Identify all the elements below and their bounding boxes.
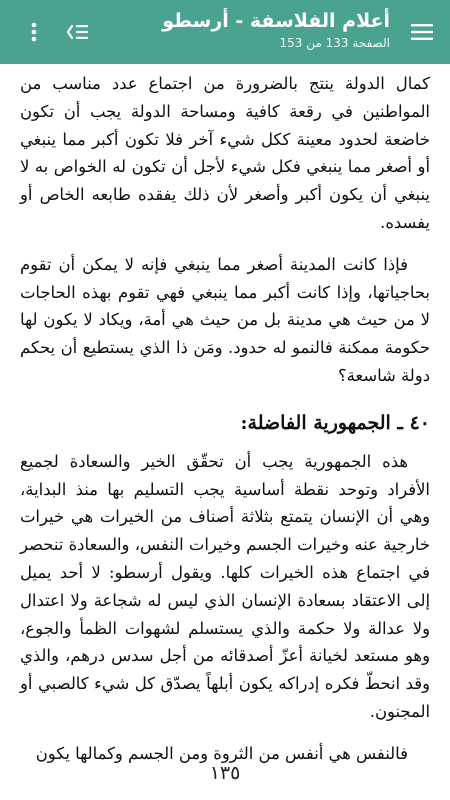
more-vertical-icon <box>31 22 37 42</box>
paragraph-1: كمال الدولة ينتج بالضرورة من اجتماع عدد مناسب من المواطنين في رقعة كافية ومساحة الدولة يجب أن تكون خاضعة لحدود معينة ككل شيء آخر فلا تكون أكبر مما ينبغي أو أصغر مما ينبغي فكل شيء لأجل أن تكون له الخواص به لا ينبغي أن يكون أكبر وأصغر لأن ذلك يفقده طابعه الخاص أو يفسده. <box>20 74 430 232</box>
page-number: ١٣٥ <box>209 762 241 784</box>
paragraph-3: هذه الجمهورية يجب أن تحقّق الخير والسعادة لجميع الأفراد وتوحد نقطة أساسية يجب التسليم بها منذ البداية، وهي أن الإنسان يتمتع بثلاثة أصناف من الخيرات هي خيرات خارجية عنه وخيرات الجسم وخيرات النفس، والسعادة تنحصر في اجتماع هذه الخيرات كلها. ويقول أرسطو: لا أحد يميل إلى الاعتقاد بسعادة الإنسان الذي ليس له شجاعة ولا اعتدال ولا عدالة ولا حكمة والذي يستسلم لشهوات الظمأ والجوع، وهو مستعد لخيانة أعزّ أصدقائه من أجل سدس درهم، والذي وقد انحطّ فكره إدراكه يكون أبلهاً يصدّق كل شيء كالصبي أو المجنون. <box>20 451 430 721</box>
app-bar <box>0 0 450 64</box>
more-options-button[interactable] <box>18 14 50 50</box>
reader-content[interactable] <box>0 64 450 800</box>
paragraph-gap <box>20 726 430 740</box>
app-bar-titles <box>162 8 390 52</box>
book-title: أعلام الفلاسفة - أرسطو <box>162 10 390 32</box>
toc-button[interactable] <box>60 14 96 50</box>
book-page <box>0 64 450 768</box>
paragraph-4: فالنفس هي أنفس من الثروة ومن الجسم وكمالها يكون <box>35 743 408 763</box>
table-of-contents-icon <box>66 23 90 41</box>
menu-button[interactable] <box>402 12 442 52</box>
hamburger-menu-icon <box>411 23 433 41</box>
page-indicator: الصفحة 133 من 153 <box>279 36 390 50</box>
paragraph-gap <box>20 237 430 251</box>
paragraph-2: فإذا كانت المدينة أصغر مما ينبغي فإنه لا يمكن أن تقوم بحاجياتها، وإذا كانت أكبر مما ينبغي فهي تقوم بهذه الحاجات لا من حيث هي مدينة بل من حيث هي أمة، ويكاد لا يكون لها حكومة ممكنة فالنمو له حدود. ومَن ذا الذي يستطيع أن يحكم دولة شاسعة؟ <box>20 254 430 385</box>
section-heading: ٤٠ ـ الجمهورية الفاضلة: <box>240 411 430 434</box>
